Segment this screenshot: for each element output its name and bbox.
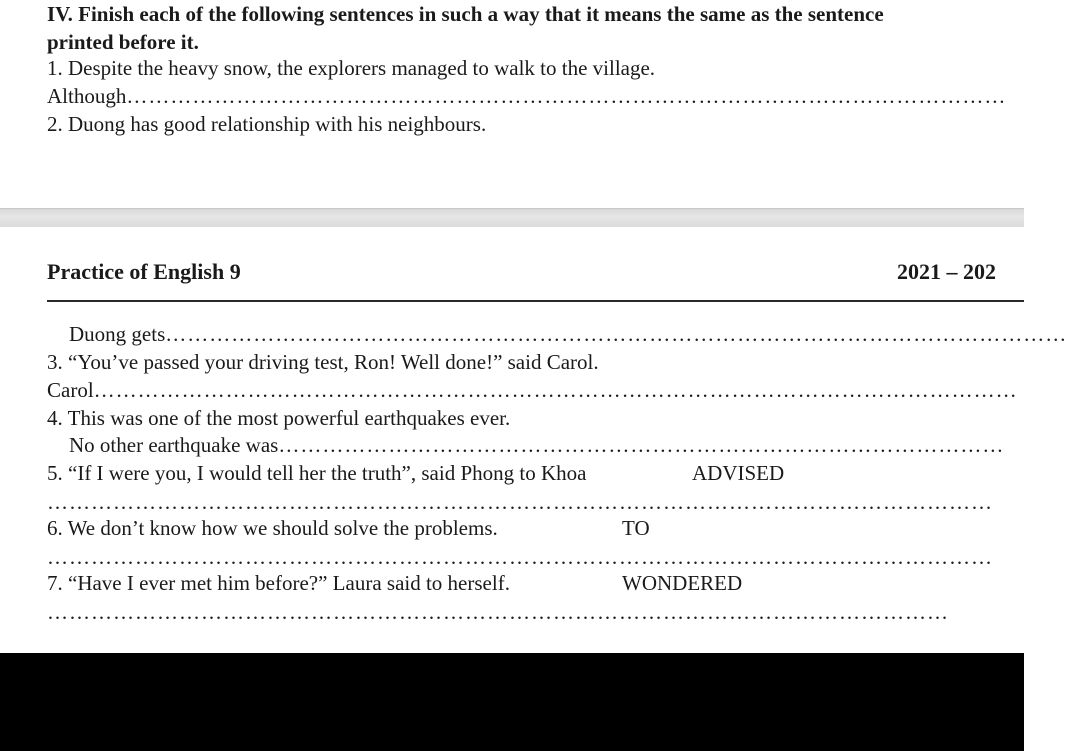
answer-line-6[interactable]: [47, 545, 993, 569]
question-2: 2. Duong has good relationship with his neighbours.: [47, 112, 487, 136]
exercise-heading-line1: IV. Finish each of the following sentences in such a way that it means the same as the sentence: [47, 2, 884, 26]
answer-line-3[interactable]: [47, 378, 1018, 402]
exercise-heading-line2: printed before it.: [47, 30, 199, 54]
answer-line-2[interactable]: [69, 322, 1067, 346]
answer-dots-1: …………………………………………………………………………………………………………: [126, 84, 1007, 108]
answer-dots-2: ……………………………………………………………………………………………………………: [165, 322, 1067, 346]
answer-dots-3: ………………………………………………………………………………………………………………: [93, 378, 1018, 402]
page-separator: [0, 208, 1024, 228]
question-7: 7. “Have I ever met him before?” Laura said to herself.: [47, 571, 510, 595]
question-5: 5. “If I were you, I would tell her the truth”, said Phong to Khoa: [47, 461, 587, 485]
answer-prefix-2: Duong gets: [69, 322, 166, 346]
keyword-advised: ADVISED: [692, 461, 785, 485]
page-header-title: Practice of English 9: [47, 259, 241, 284]
question-1: 1. Despite the heavy snow, the explorers managed to walk to the village.: [47, 56, 656, 80]
header-rule: [47, 300, 1024, 302]
answer-line-1[interactable]: [47, 84, 1007, 108]
answer-line-5[interactable]: [47, 490, 993, 514]
answer-line-4[interactable]: [69, 433, 1005, 457]
keyword-to: TO: [622, 516, 650, 540]
question-3: 3. “You’ve passed your driving test, Ron! Well done!” said Carol.: [47, 350, 599, 374]
answer-dots-6: …………………………………………………………………………………………………………………: [47, 545, 993, 569]
answer-prefix-1: Although: [47, 84, 127, 108]
answer-prefix-3: Carol: [47, 378, 94, 402]
bottom-black-bar: [0, 653, 1024, 751]
keyword-wondered: WONDERED: [622, 571, 743, 595]
answer-dots-5: …………………………………………………………………………………………………………………: [47, 490, 993, 514]
answer-dots-4: ………………………………………………………………………………………: [278, 433, 1005, 457]
answer-line-7[interactable]: [47, 600, 949, 624]
question-4: 4. This was one of the most powerful earthquakes ever.: [47, 406, 511, 430]
page-header-year: 2021 – 202: [897, 259, 996, 284]
answer-prefix-4: No other earthquake was: [69, 433, 279, 457]
question-6: 6. We don’t know how we should solve the problems.: [47, 516, 498, 540]
answer-dots-7: ……………………………………………………………………………………………………………: [47, 600, 949, 624]
